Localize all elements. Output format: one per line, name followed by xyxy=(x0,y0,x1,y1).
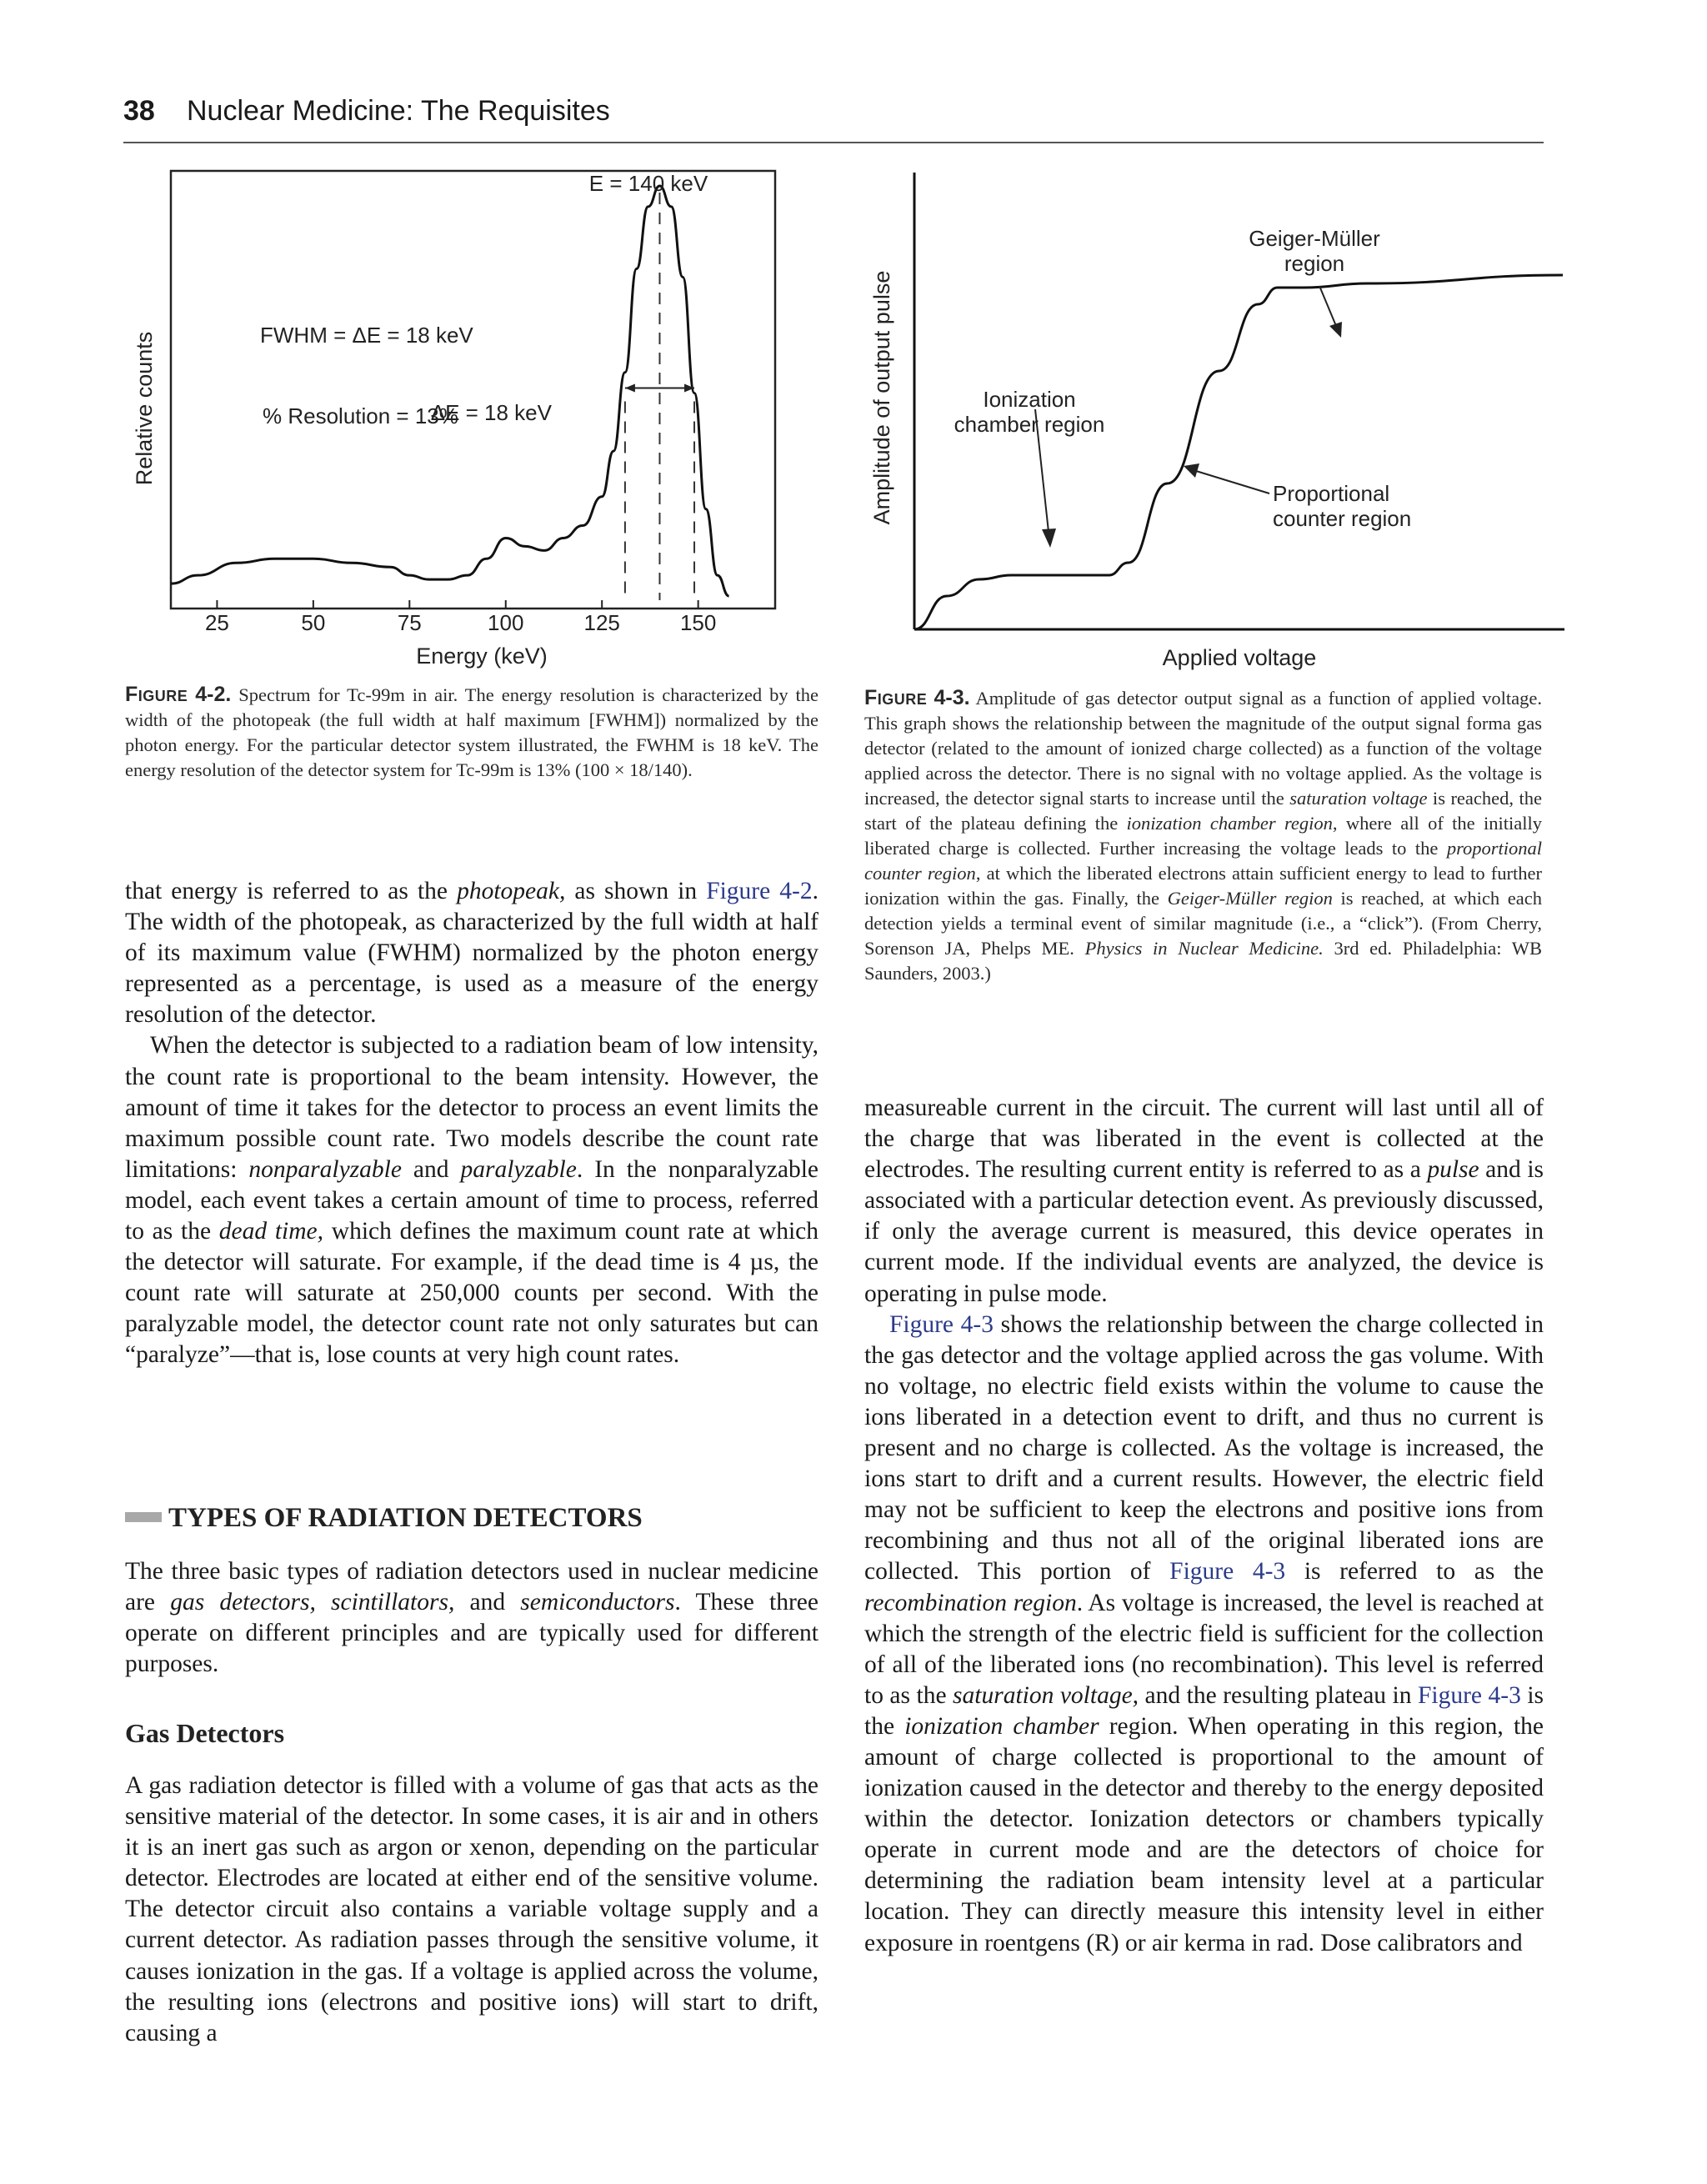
figure-4-3-link[interactable]: Figure 4-3 xyxy=(1169,1558,1286,1585)
caption-term-proportional: proportional counter region xyxy=(864,838,1542,884)
spectrum-line xyxy=(171,186,729,596)
section-heading-text: TYPES OF RADIATION DETECTORS xyxy=(168,1503,643,1533)
delta-e-arrowhead-left xyxy=(625,384,635,393)
text: as shown in xyxy=(565,878,707,904)
paragraph-detector-types xyxy=(125,1556,818,1680)
caption-text-6: , at which the liberated electrons attain sufficient energy to lead to further ionization within the gas. Finally, the xyxy=(864,863,1543,909)
page-number: 38 xyxy=(123,95,155,127)
voltage-response-chart xyxy=(863,163,1571,679)
text: and xyxy=(454,1589,521,1616)
peak-label: E = 140 keV xyxy=(588,171,708,196)
text: which defines the maximum count rate at which the detector will saturate. For example, if the dead time is 4 µs, the count rate will saturate at 250,000 counts per second. With the paralyzable model, the detector count rate not only saturates but can “paralyze”—that is, lose counts at very high count rates. xyxy=(125,1218,819,1369)
y-axis-label: Amplitude of output pulse xyxy=(869,270,894,525)
text: and xyxy=(401,1155,461,1183)
caption-number: 4-3. xyxy=(934,686,970,709)
text: shows the relationship between the charge collected in the gas detector and the voltage applied across the gas volume. With no voltage, no electric field exists within the volume to cause the ions liberated in a detection event to drift, and thus no current is present and no charge is collected. As the voltage is increased, the ions start to drift and a current results. However, the electric field may not be sufficient to keep the electrons and positive ions from recombining and thus not all of the original liberated ions are collected. This portion of xyxy=(864,1310,1544,1585)
caption-label: Figure xyxy=(864,686,928,709)
text: . The width of the photopeak, as characterized by the full width at half of its maximum value (FWHM) normalized by the photon energy represented as a percentage, is used as a measure of the energy resolution of the detector. xyxy=(125,878,818,1029)
geiger-arrow xyxy=(1319,286,1342,338)
term-photopeak: photopeak, xyxy=(457,878,566,904)
x-ticks xyxy=(205,600,716,635)
proportional-label-line1: Proportional xyxy=(1273,481,1390,506)
figure-4-3-link[interactable]: Figure 4-3 xyxy=(1417,1681,1521,1709)
caption-text-2: is reached, the start of the plateau defining the xyxy=(864,788,1542,834)
text: . As voltage is increased, the level is reached at which the strength of the electric field is sufficient for the collection of all of the liberated ions (no recombination). This level is referred to as the xyxy=(864,1589,1544,1709)
text: The three basic types of radiation detectors used in nuclear medicine are xyxy=(125,1558,818,1616)
x-axis-label: Applied voltage xyxy=(1162,645,1317,670)
caption-label: Figure xyxy=(125,683,188,706)
term-saturation-voltage: saturation voltage, xyxy=(953,1681,1139,1709)
geiger-label-line2: region xyxy=(1284,251,1345,276)
term-paralyzable: paralyzable xyxy=(460,1155,577,1183)
text: When the detector is subjected to a radiation beam of low intensity, the count rate is proportional to the beam intensity. However, the amount of time it takes for the detector to process an event limits the maximum possible count rate. Two models describe the count rate limitations: xyxy=(125,1032,818,1183)
paragraph-voltage xyxy=(864,1310,1544,1959)
book-title: Nuclear Medicine: The Requisites xyxy=(187,95,610,127)
ionization-label-line2: chamber region xyxy=(954,412,1105,437)
term-pulse: pulse xyxy=(1427,1156,1479,1184)
paragraph-gas-detectors: A gas radiation detector is filled with a volume of gas that acts as the sensitive material of the detector. In some cases, it is air and in others it is an inert gas such as argon or xenon, depending on the particular detector. Electrodes are located at either end of the sensitive volume. The detector circuit also contains a variable voltage supply and a current detector. As radiation passes through the sensitive volume, it causes ionization in the gas. If a voltage is applied across the volume, the resulting ions (electrons and positive ions) will start to drift, causing a xyxy=(125,1772,818,2046)
term-ionization-chamber: ionization chamber xyxy=(904,1712,1099,1740)
text: and is associated with a particular detection event. As previously discussed, if only the average current is measured, this device operates in current mode. If the individual events are analyzed, the device is operating in pulse mode. xyxy=(864,1156,1544,1307)
x-axis-label: Energy (keV) xyxy=(416,644,548,669)
right-column xyxy=(864,1093,1544,1959)
x-tick-label: 125 xyxy=(583,610,620,635)
paragraph-pulse xyxy=(864,1093,1544,1310)
caption-number: 4-2. xyxy=(195,683,232,706)
text: that energy is referred to as the xyxy=(125,878,458,904)
caption-term-saturation: saturation voltage xyxy=(1289,788,1428,809)
x-tick-label: 150 xyxy=(679,610,717,635)
ionization-label-line1: Ionization xyxy=(983,387,1076,412)
section-heading xyxy=(125,1503,643,1534)
paragraph-photopeak xyxy=(125,876,818,1030)
running-header xyxy=(123,93,1544,143)
geiger-label-line1: Geiger-Müller xyxy=(1249,226,1380,251)
text: measureable current in the circuit. The current will last until all of the charge that was liberated in the event is collected at the electrodes. The resulting current entity is referred to as a xyxy=(864,1095,1544,1184)
heading-bar xyxy=(125,1512,162,1522)
proportional-label-line2: counter region xyxy=(1273,506,1412,531)
fwhm-label: FWHM = ΔE = 18 keV xyxy=(260,323,473,348)
figure-4-3 xyxy=(863,163,1571,679)
text: and the resulting plateau in xyxy=(1139,1681,1418,1709)
resolution-label: % Resolution = 13% xyxy=(263,403,458,428)
caption-book-title: Physics in Nuclear Medicine. xyxy=(1084,938,1324,959)
text: is the xyxy=(864,1681,1544,1740)
figure-4-2-caption xyxy=(125,682,818,783)
caption-text-0: Amplitude of gas detector output signal as a function of applied voltage. This graph shows the relationship between the magnitude of the output signal forma gas detector (related to the amount of ionized charge collected) as a function of the voltage applied across the detector. There is no signal with no voltage applied. As the voltage is increased, the detector signal starts to increase until the xyxy=(864,688,1542,809)
proportional-arrow xyxy=(1184,463,1269,493)
spectrum-chart xyxy=(125,163,817,671)
figure-4-3-caption xyxy=(864,685,1542,986)
paragraph-count-rate xyxy=(125,1030,818,1370)
left-column-types xyxy=(125,1556,818,1680)
x-tick-label: 75 xyxy=(397,610,422,635)
x-tick-label: 50 xyxy=(301,610,326,635)
term-semiconductors: semiconductors xyxy=(520,1589,675,1616)
caption-term-ionization: ionization chamber region xyxy=(1126,813,1333,834)
caption-term-geiger: Geiger-Müller region xyxy=(1167,888,1333,909)
text: is referred to as the xyxy=(1285,1558,1544,1585)
figure-4-2 xyxy=(125,163,817,671)
term-nonparalyzable: nonparalyzable xyxy=(248,1155,402,1183)
term-dead-time: dead time, xyxy=(218,1218,324,1245)
term-recombination: recombination region xyxy=(864,1589,1077,1616)
text: region. When operating in this region, the amount of charge collected is proportional to the amount of ionization caused in the detector and thereby to the energy deposited within the detector. Ionization detectors or chambers typically operate in current mode and are the detectors of choice for determining the radiation beam intensity level at a particular location. They can directly measure this intensity level in either exposure in roentgens (R) or air kerma in rad. Dose calibrators and xyxy=(864,1712,1544,1956)
text: . In the nonparalyzable model, each event takes a certain amount of time to process, referred to as the xyxy=(125,1155,818,1245)
left-column-top xyxy=(125,876,818,1371)
caption-text-4: , where all of the initially liberated charge is collected. Further increasing the voltage leads to the xyxy=(864,813,1543,859)
x-tick-label: 100 xyxy=(488,610,524,635)
x-tick-label: 25 xyxy=(204,610,229,635)
subsection-heading: Gas Detectors xyxy=(125,1718,285,1748)
caption-text-10: 3rd ed. Philadelphia: WB Saunders, 2003.) xyxy=(864,938,1543,984)
figure-4-3-link[interactable]: Figure 4-3 xyxy=(889,1310,994,1338)
term-detector-types: gas detectors, scintillators, xyxy=(170,1589,455,1616)
response-curve xyxy=(914,275,1563,629)
text: . These three operate on different principles and are typically used for different purposes. xyxy=(125,1589,818,1678)
left-column-gas xyxy=(125,1771,818,2049)
caption-text: Spectrum for Tc-99m in air. The energy resolution is characterized by the width of the photopeak (the full width at half maximum [FWHM]) normalized by the photon energy. For the particular detector system illustrated, the FWHM is 18 keV. The energy resolution of the detector system for Tc-99m is 13% (100 × 18/140). xyxy=(125,684,819,780)
delta-e-label: ΔE = 18 keV xyxy=(430,400,552,425)
figure-4-2-link[interactable]: Figure 4-2 xyxy=(706,878,813,904)
caption-text-8: is reached, at which each detection yields a terminal event of similar magnitude (i.e., a “click”). (From Cherry, Sorenson JA, Phelps ME. xyxy=(864,888,1542,959)
y-axis-label: Relative counts xyxy=(132,331,157,486)
